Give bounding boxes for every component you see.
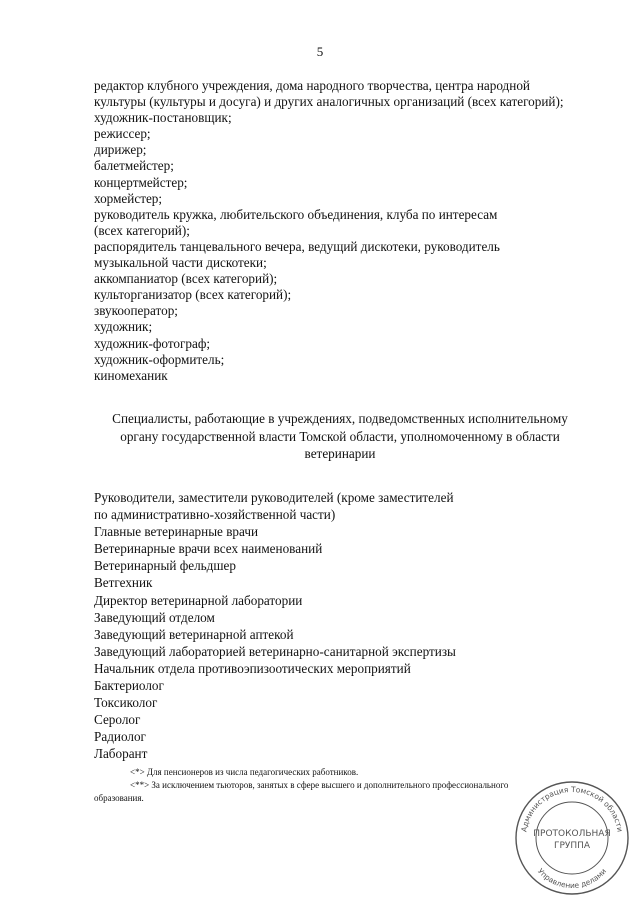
list-item: Серолог xyxy=(94,712,141,728)
list-item: Заведующий ветеринарной аптекой xyxy=(94,626,294,642)
heading-line: ветеринарии xyxy=(304,446,376,461)
position-list-veterinary xyxy=(94,490,614,764)
list-item: звукооператор; xyxy=(94,303,178,319)
list-item: Руководители, заместители руководителей (кроме заместителей xyxy=(94,490,454,505)
list-item: Начальник отдела противоэпизоотических мероприятий xyxy=(94,660,411,676)
list-item: художник; xyxy=(94,319,153,335)
list-item: музыкальной части дискотеки; xyxy=(94,255,267,271)
list-item: киномеханик xyxy=(94,367,168,383)
list-item: культорганизатор (всех категорий); xyxy=(94,287,292,303)
list-item: Заведующий лабораторией ветеринарно-санитарной экспертизы xyxy=(94,643,456,659)
page-number: 5 xyxy=(316,44,324,59)
list-item: аккомпаниатор (всех категорий); xyxy=(94,271,278,287)
list-item: хормейстер; xyxy=(94,190,163,206)
list-item: Радиолог xyxy=(94,729,146,745)
list-item: Ветгехник xyxy=(94,575,153,591)
list-item: Заведующий отделом xyxy=(94,609,215,625)
heading-line: органу государственной власти Томской области, уполномоченному в области xyxy=(120,428,560,444)
list-item: Главные ветеринарные врачи xyxy=(94,524,259,540)
heading-line: Специалисты, работающие в учреждениях, подведомственных исполнительному xyxy=(112,411,568,426)
list-item: руководитель кружка, любительского объединения, клуба по интересам xyxy=(94,206,498,222)
list-item: Ветеринарные врачи всех наименований xyxy=(94,541,323,557)
stamp-ring-top-text: Администрация Томской области xyxy=(519,784,625,833)
list-item: Лаборант xyxy=(94,746,148,762)
list-item: культуры (культуры и досуга) и других аналогичных организаций (всех категорий); xyxy=(94,94,564,110)
stamp-ring-bottom-text: Управление делами xyxy=(535,866,609,891)
list-item: режиссер; xyxy=(94,126,151,142)
list-item: концертмейстер; xyxy=(94,174,188,190)
stamp-center-line2: ГРУППА xyxy=(553,841,591,851)
footnote-pensioners: <*> Для пенсионеров из числа педагогических работников. xyxy=(130,767,359,777)
list-item: Токсиколог xyxy=(94,695,158,711)
list-item: распорядитель танцевального вечера, ведущий дискотеки, руководитель xyxy=(94,238,500,254)
official-stamp xyxy=(512,778,632,898)
list-item: редактор клубного учреждения, дома народного творчества, центра народной xyxy=(94,78,530,93)
stamp-center-line1: ПРОТОКОЛЬНАЯ xyxy=(533,829,611,839)
list-item: художник-фотограф; xyxy=(94,335,211,351)
list-item: (всех категорий); xyxy=(94,222,190,238)
list-item: художник-постановщик; xyxy=(94,110,232,126)
footnote-tutors: <**> За исключением тьюторов, занятых в сфере высшего и дополнительного профессионального xyxy=(130,780,509,790)
list-item: Ветеринарный фельдшер xyxy=(94,558,236,574)
position-list-culture xyxy=(94,78,614,384)
list-item: дирижер; xyxy=(94,142,147,158)
list-item: по административно-хозяйственной части) xyxy=(94,507,336,523)
list-item: Директор ветеринарной лаборатории xyxy=(94,592,303,608)
list-item: художник-оформитель; xyxy=(94,351,225,367)
list-item: Бактериолог xyxy=(94,678,164,694)
section-heading xyxy=(80,410,600,463)
footnote-tutors-continued: образования. xyxy=(94,793,144,803)
list-item: балетмейстер; xyxy=(94,158,174,174)
